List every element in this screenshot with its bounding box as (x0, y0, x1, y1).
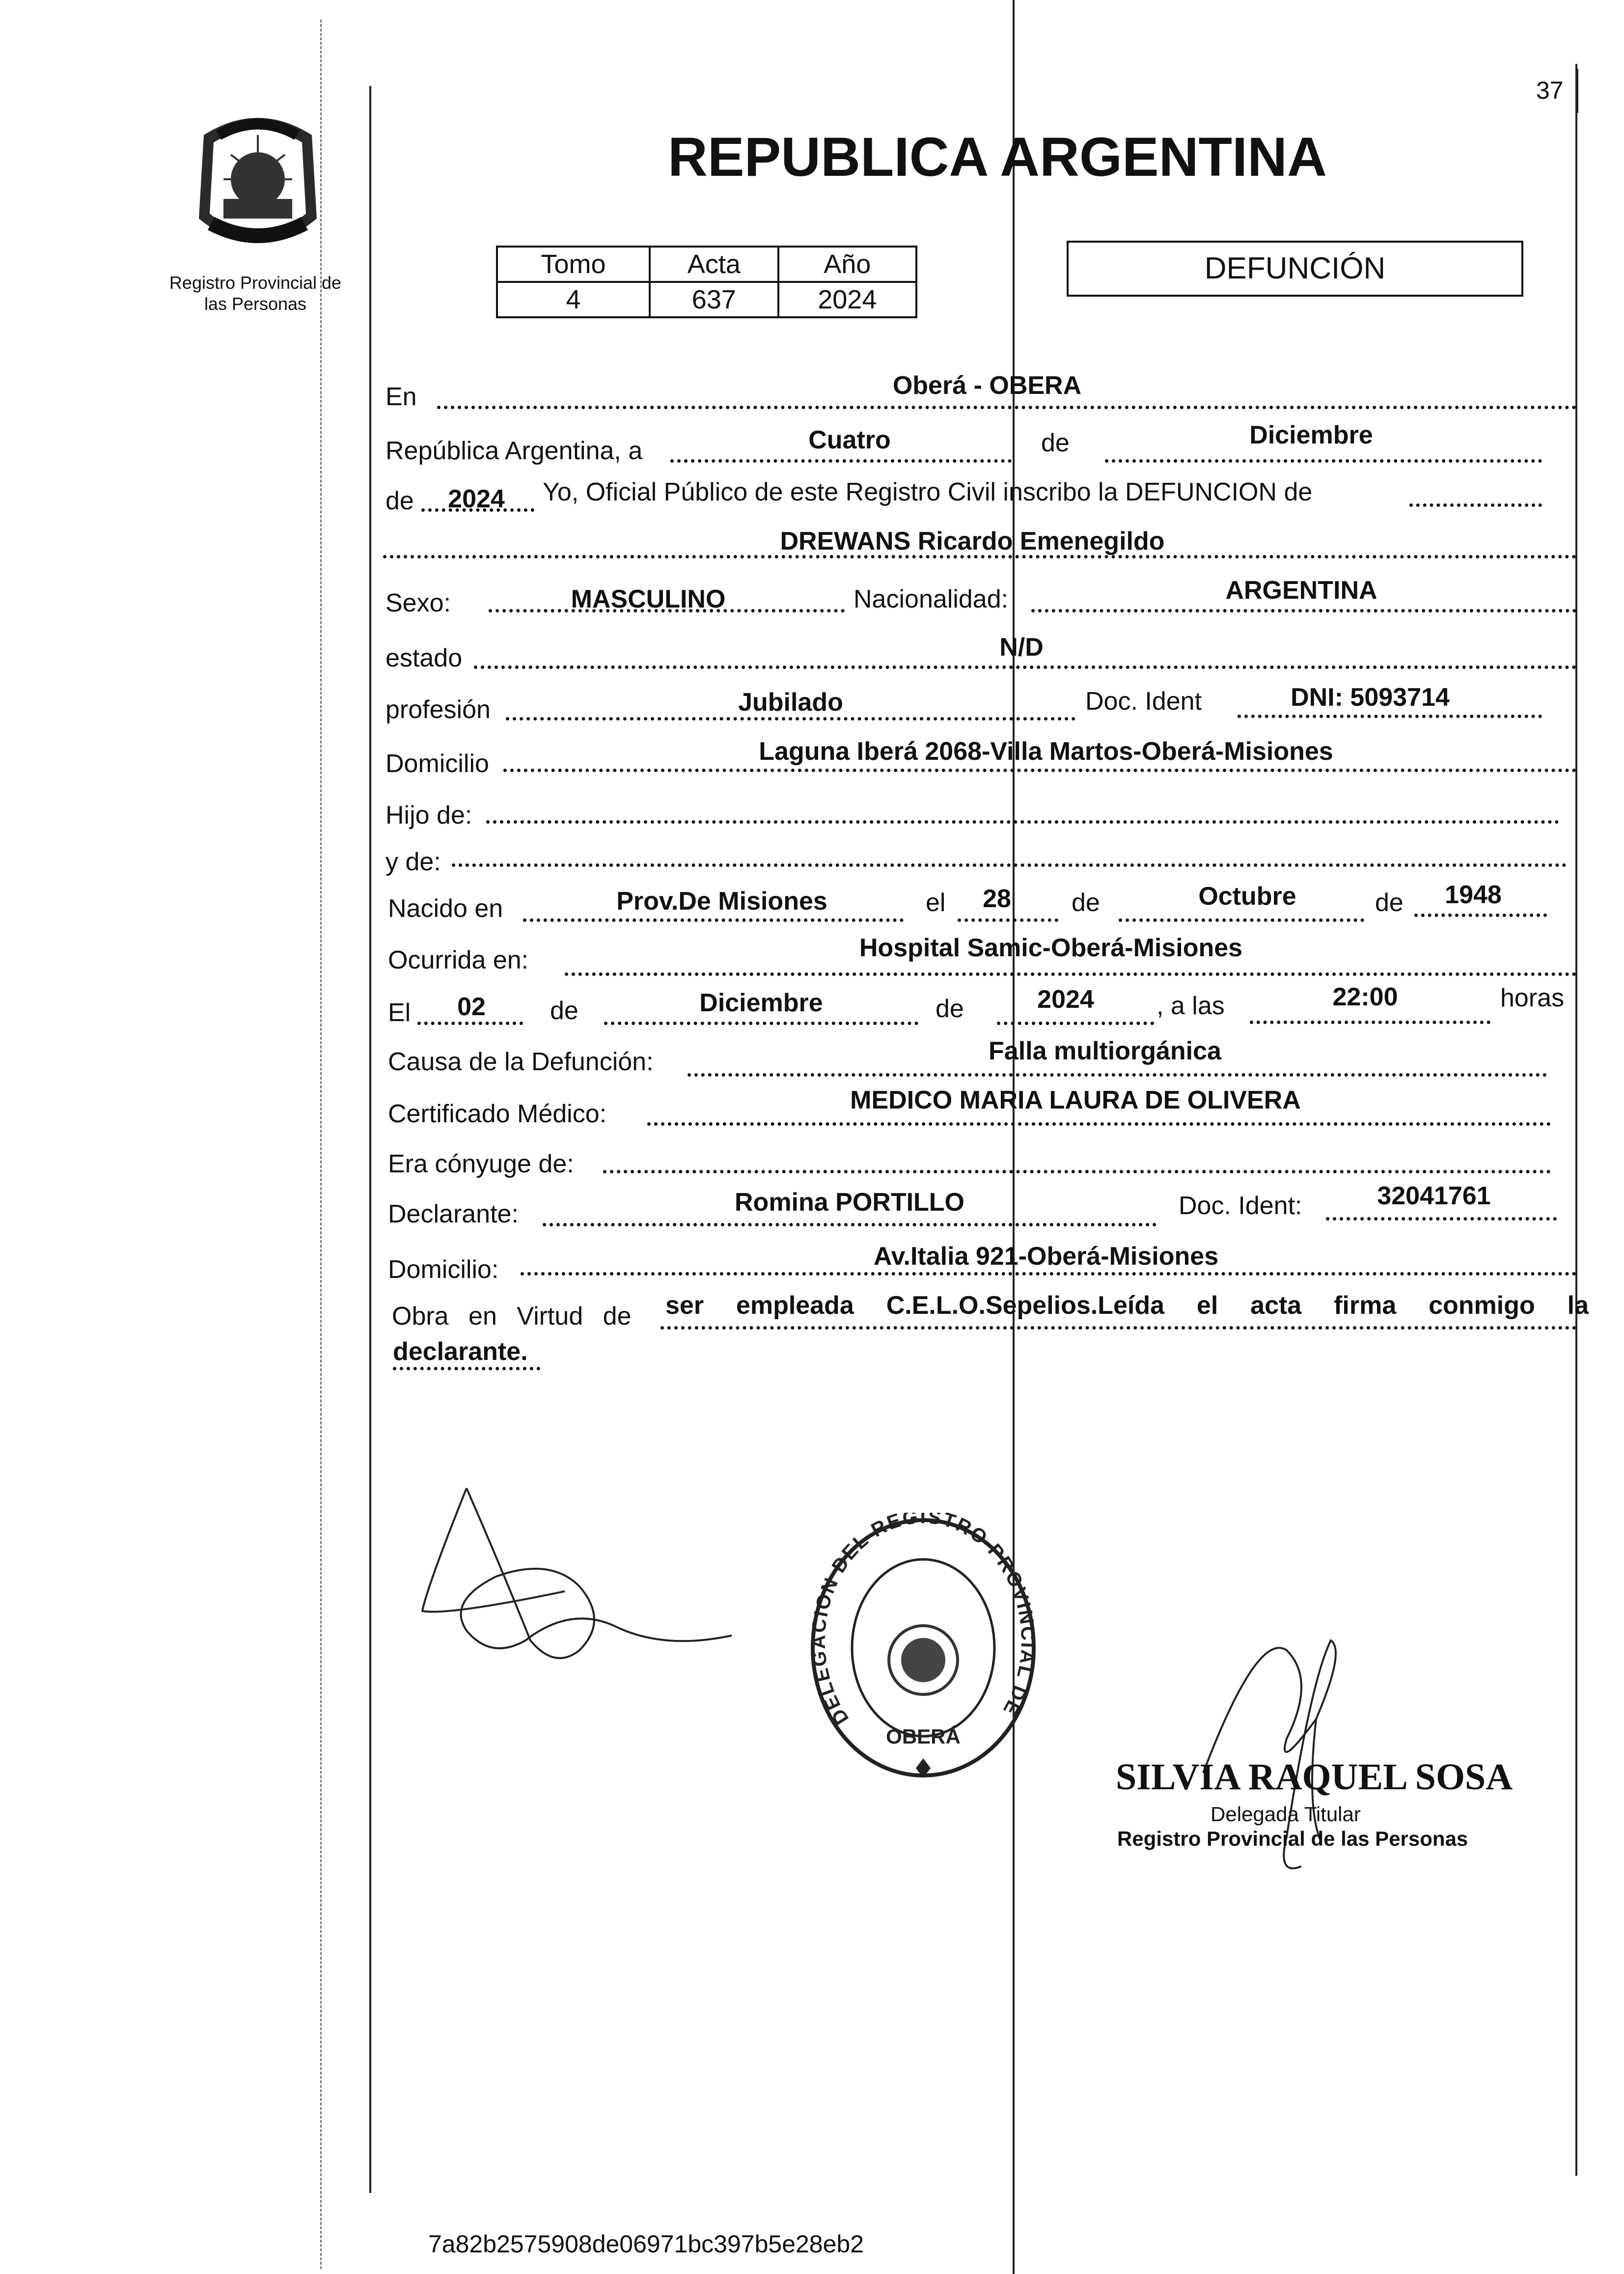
a-las-label: , a las (1156, 992, 1225, 1020)
death-time-value: 22:00 (1332, 983, 1398, 1011)
estado-label: estado (385, 644, 463, 672)
official-stamp (805, 1513, 1041, 1788)
official-role: Delegada Titular (1211, 1803, 1361, 1826)
oficial-dotline (1409, 503, 1542, 507)
registry-name-line1: Registro Provincial de (169, 273, 342, 293)
de-label-2: de (385, 487, 414, 515)
birth-day-value: 28 (983, 885, 1011, 913)
de-label-4: de (1375, 888, 1404, 917)
birth-month-value: Octubre (1198, 882, 1296, 911)
tomo-header: Tomo (497, 247, 650, 282)
hijo-dotline (486, 820, 1559, 824)
profesion-label: profesión (385, 695, 491, 724)
horas-label: horas (1500, 984, 1565, 1012)
register-table (496, 246, 917, 318)
day-written-value: Cuatro (808, 426, 891, 454)
ocurrida-label: Ocurrida en: (388, 946, 529, 974)
tomo-value: 4 (497, 282, 650, 317)
profesion-value: Jubilado (738, 688, 843, 717)
death-year-value: 2024 (1037, 985, 1094, 1014)
acta-header: Acta (650, 247, 778, 282)
form-right-border (1575, 64, 1577, 2176)
time-dotline (1250, 1021, 1490, 1024)
nacido-dotline (523, 918, 904, 922)
scan-margin-line (320, 20, 322, 2269)
document-title: REPUBLICA ARGENTINA (668, 126, 1327, 188)
death-year-dotline (997, 1022, 1154, 1025)
form-left-border (369, 86, 371, 2193)
yde-dotline (452, 863, 1567, 867)
domicilio-dotline (503, 769, 1576, 772)
official-name: SILVIA RAQUEL SOSA (1116, 1756, 1513, 1798)
document-hash: 7a82b2575908de06971bc397b5e28eb2 (428, 2230, 864, 2258)
causa-value: Falla multiorgánica (989, 1037, 1221, 1065)
obra-value-line2: declarante. (393, 1337, 528, 1366)
en-dotline (437, 406, 1576, 409)
de-label-1: de (1041, 429, 1070, 457)
estado-value: N/D (999, 633, 1044, 662)
de-label-3: de (1072, 888, 1100, 917)
certificado-label: Certificado Médico: (388, 1100, 607, 1128)
ocurrida-dotline (565, 972, 1576, 976)
obra-label: Obra en Virtud de (392, 1302, 632, 1331)
conyuge-dotline (603, 1170, 1551, 1173)
nacido-value: Prov.De Misiones (616, 887, 827, 915)
birth-month-dotline (1119, 918, 1364, 922)
birth-year-value: 1948 (1445, 881, 1502, 909)
conyuge-label: Era cónyuge de: (388, 1150, 574, 1178)
page-number: 37 (1536, 77, 1564, 104)
stamp-city: OBERÁ (886, 1725, 961, 1748)
act-type-box: DEFUNCIÓN (1067, 241, 1523, 297)
obra-dotline (661, 1326, 1576, 1330)
sexo-value: MASCULINO (571, 585, 726, 613)
doc-dotline (1238, 715, 1542, 718)
causa-dotline (688, 1073, 1547, 1077)
obra2-dotline (393, 1367, 540, 1370)
acta-value: 637 (650, 282, 778, 317)
month-written-value: Diciembre (1249, 421, 1373, 449)
domicilio-value: Laguna Iberá 2068-Villa Martos-Oberá-Misiones (759, 737, 1333, 766)
ocurrida-value: Hospital Samic-Oberá-Misiones (859, 934, 1243, 962)
doc-value: DNI: 5093714 (1291, 683, 1450, 712)
sexo-label: Sexo: (385, 589, 451, 617)
anio-header: Año (778, 247, 916, 282)
anio-value: 2024 (778, 282, 916, 317)
doc-label: Doc. Ident (1085, 687, 1202, 716)
death-month-dotline (604, 1022, 918, 1025)
death-day-value: 02 (457, 993, 486, 1021)
stamp-ring-text: DELEGACION DEL REGISTRO PROVINCIAL DE (807, 1513, 1039, 1729)
de-label-6: de (936, 995, 964, 1023)
birth-year-dotline (1414, 914, 1547, 917)
certificado-value: MEDICO MARIA LAURA DE OLIVERA (850, 1086, 1301, 1114)
profesion-dotline (506, 717, 1075, 721)
month-dotline (1105, 459, 1542, 463)
birth-day-dotline (958, 918, 1058, 922)
domicilio-label: Domicilio (385, 749, 489, 778)
page-number-border (1576, 69, 1578, 113)
official-institution: Registro Provincial de las Personas (1117, 1827, 1468, 1850)
death-day-dotline (417, 1022, 523, 1025)
doc2-label: Doc. Ident: (1179, 1192, 1302, 1220)
svg-text:DELEGACION DEL REGISTRO PROVIN (805, 1513, 1039, 1728)
hijo-label: Hijo de: (385, 801, 472, 830)
domicilio2-dotline (521, 1272, 1576, 1276)
nacido-label: Nacido en (388, 894, 503, 923)
declarante-dotline (543, 1223, 1156, 1226)
deceased-name: DREWANS Ricardo Emenegildo (780, 527, 1165, 555)
declarante-value: Romina PORTILLO (735, 1188, 964, 1217)
year-value: 2024 (448, 485, 505, 513)
en-label: En (385, 383, 417, 411)
de-label-5: de (550, 997, 578, 1025)
yde-label: y de: (385, 848, 441, 876)
nacionalidad-value: ARGENTINA (1225, 576, 1377, 605)
nacionalidad-label: Nacionalidad: (853, 585, 1009, 613)
domicilio2-value: Av.Italia 921-Oberá-Misiones (873, 1242, 1219, 1271)
el-label: el (926, 888, 946, 917)
provincia-misiones-logo (184, 106, 331, 268)
en-value: Oberá - OBERA (892, 371, 1082, 400)
republica-label: República Argentina, a (385, 437, 643, 465)
doc2-value: 32041761 (1377, 1182, 1491, 1210)
causa-label: Causa de la Defunción: (388, 1048, 654, 1076)
el2-label: El (388, 998, 411, 1027)
domicilio2-label: Domicilio: (388, 1255, 499, 1284)
nacionalidad-dotline (1031, 609, 1576, 612)
declarante-label: Declarante: (388, 1200, 519, 1228)
death-month-value: Diciembre (699, 989, 823, 1017)
obra-value-line1: ser empleada C.E.L.O.Sepelios.Leída el acta firma conmigo la (665, 1291, 1589, 1320)
registry-name-line2: las Personas (204, 294, 307, 314)
scan-fold-line (1013, 0, 1015, 2274)
day-dotline (670, 459, 1012, 463)
certificado-dotline (647, 1122, 1551, 1126)
oficial-text: Yo, Oficial Público de este Registro Civil inscribo la DEFUNCION de (543, 478, 1313, 506)
estado-dotline (474, 666, 1576, 669)
declarant-signature (408, 1478, 751, 1675)
doc2-dotline (1326, 1217, 1557, 1220)
